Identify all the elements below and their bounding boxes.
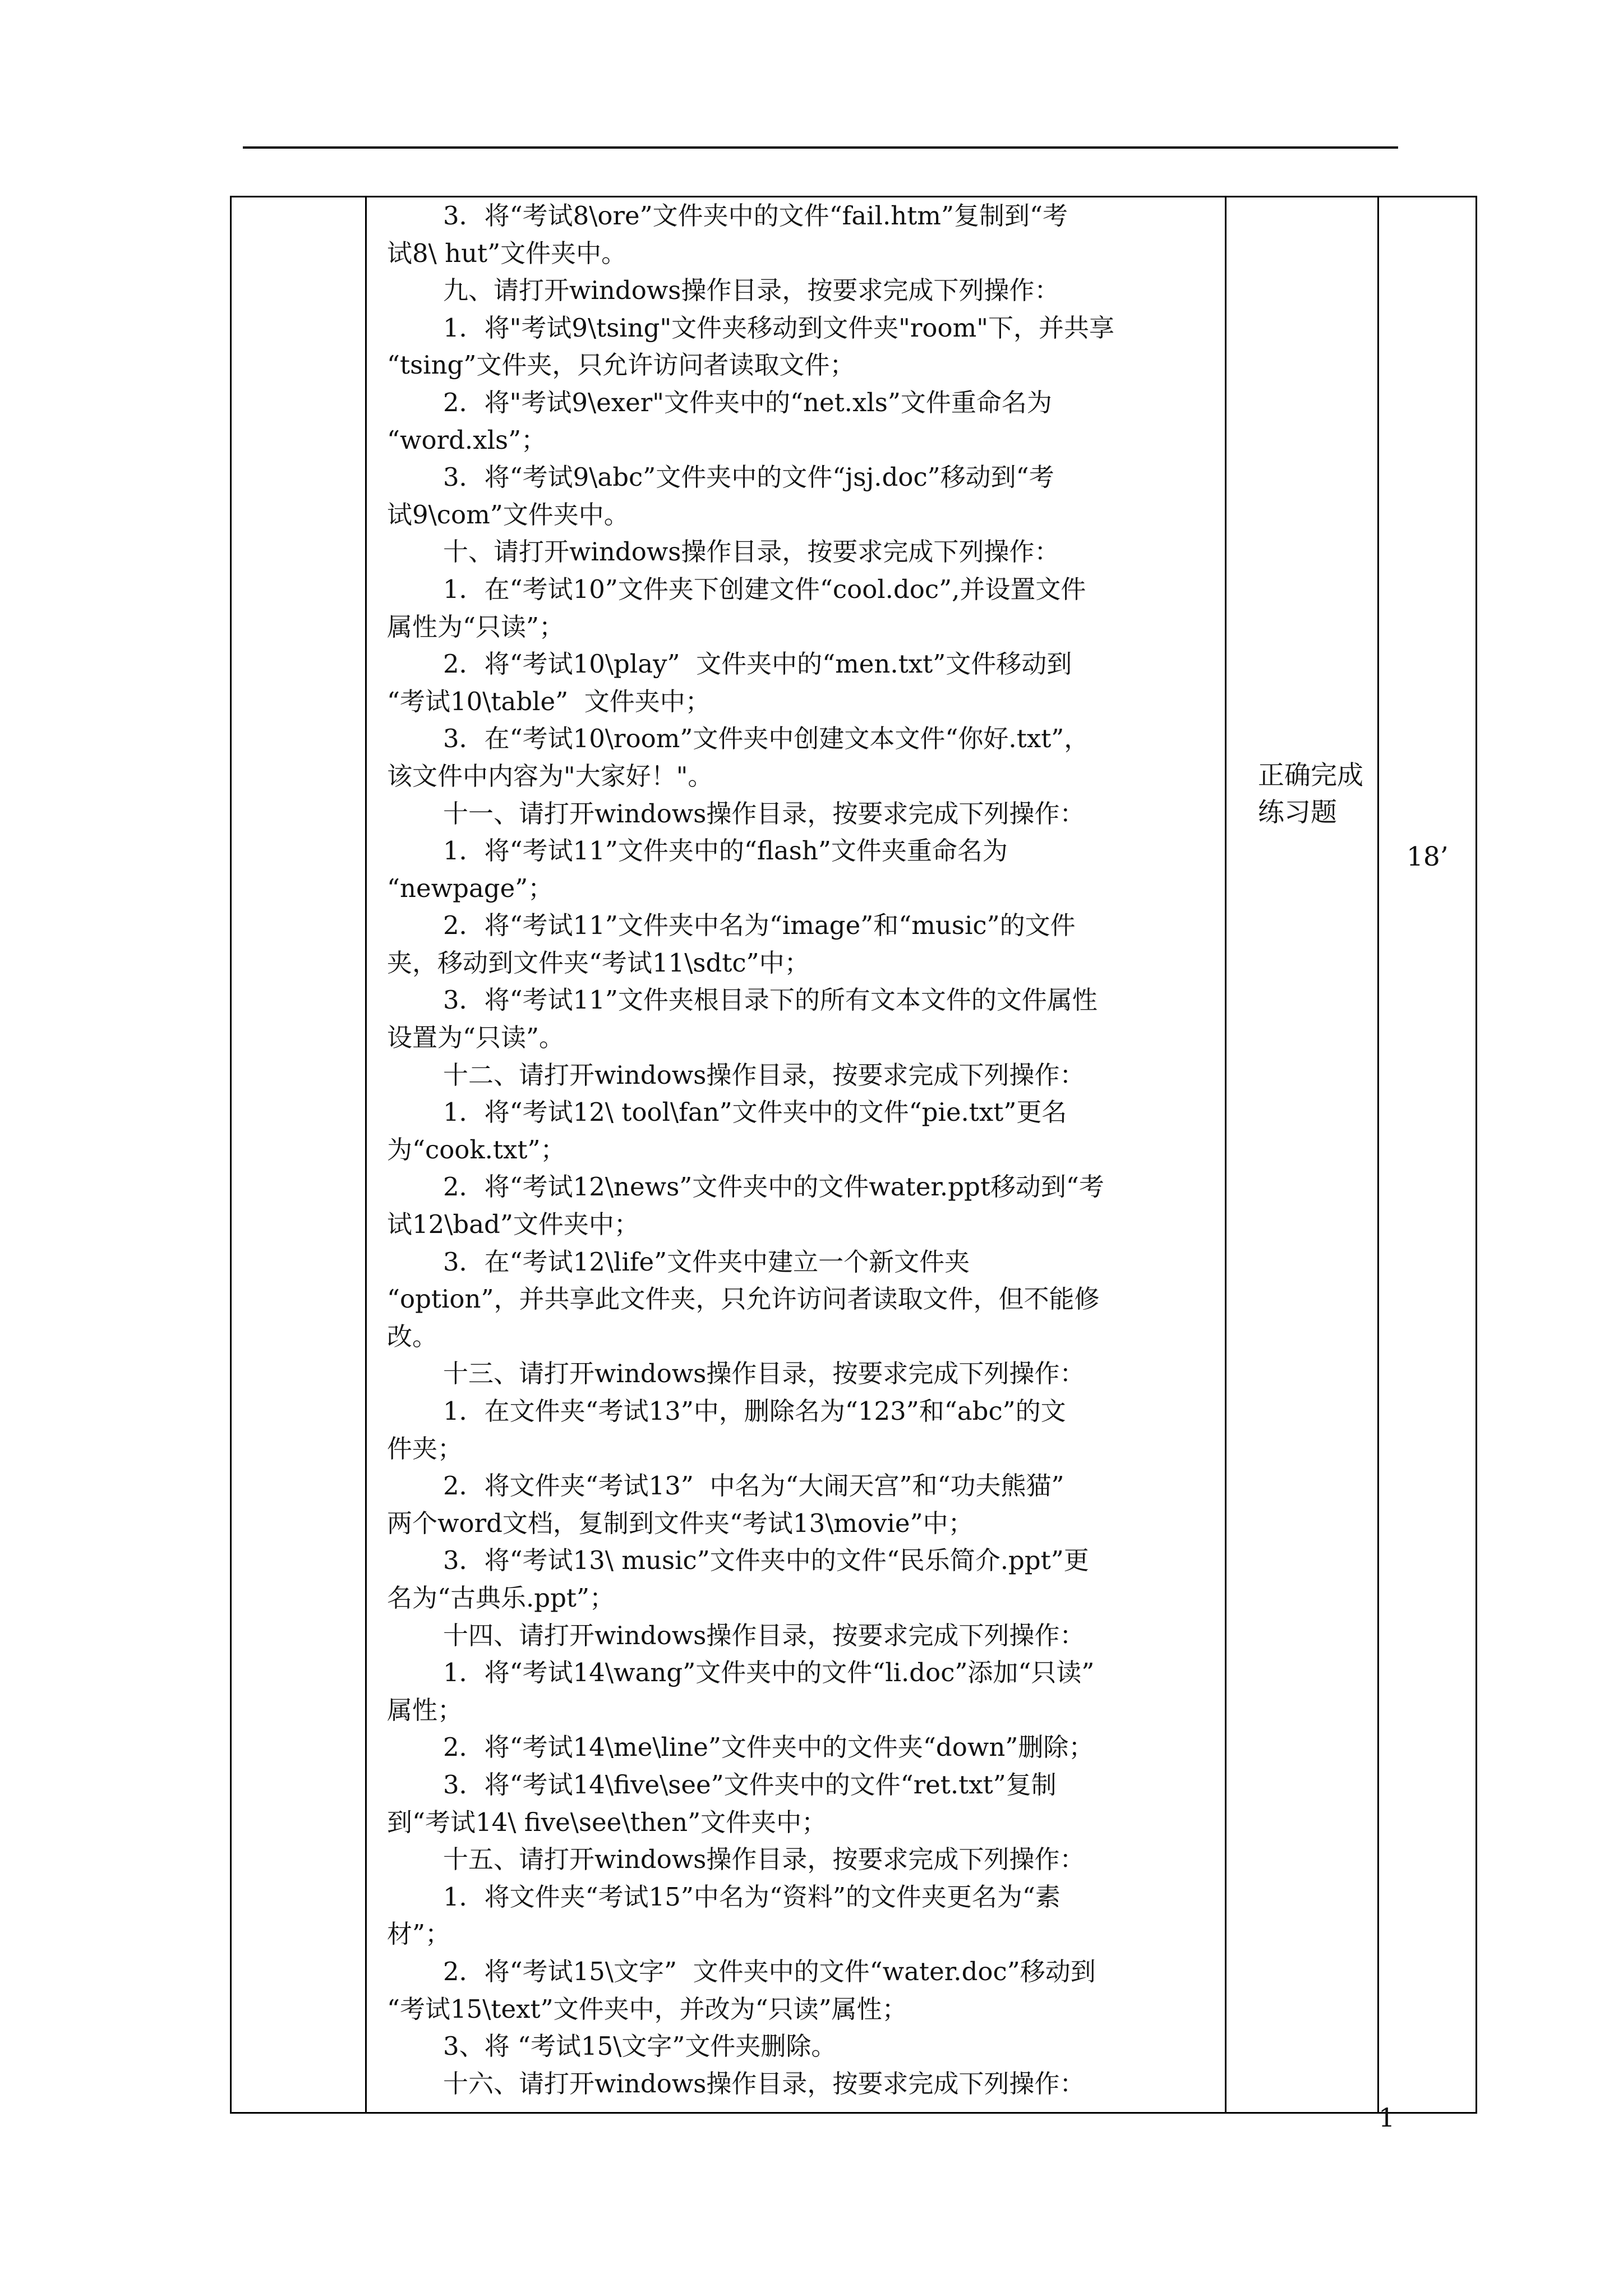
content-line: 十四、请打开windows操作目录，按要求完成下列操作： bbox=[443, 1620, 1085, 1650]
table-divider-1 bbox=[365, 196, 367, 2114]
exercise-content bbox=[387, 197, 1233, 2102]
content-line: 试8\ hut”文件夹中。 bbox=[387, 238, 627, 268]
table-left-border bbox=[230, 196, 232, 2114]
table-bottom-border bbox=[230, 2112, 1477, 2114]
table-divider-3 bbox=[1377, 196, 1379, 2114]
content-line: 1．将"考试9\tsing"文件夹移动到文件夹"room"下，并共享 bbox=[443, 312, 1114, 343]
content-line: 十三、请打开windows操作目录，按要求完成下列操作： bbox=[443, 1359, 1085, 1389]
content-line: 2．将"考试9\exer"文件夹中的“net.xls”文件重命名为 bbox=[443, 387, 1052, 417]
content-line: 3．在“考试10\room”文件夹中创建文本文件“你好.txt”， bbox=[443, 724, 1090, 754]
content-line: 3、将 “考试15\文字”文件夹删除。 bbox=[443, 2031, 837, 2062]
requirement-line: 正确完成 bbox=[1258, 760, 1363, 791]
content-line: “tsing”文件夹，只允许访问者读取文件； bbox=[387, 350, 855, 380]
content-line: 改。 bbox=[387, 1321, 438, 1351]
content-line: 1．将“考试11”文件夹中的“flash”文件夹重命名为 bbox=[443, 836, 1008, 866]
time-allocation: 18’ bbox=[1407, 841, 1449, 872]
content-line: 十、请打开windows操作目录，按要求完成下列操作： bbox=[443, 537, 1060, 567]
content-line: 为“cook.txt”； bbox=[387, 1134, 566, 1165]
content-line: 试9\com”文件夹中。 bbox=[387, 499, 629, 530]
content-line: 件夹； bbox=[387, 1433, 463, 1464]
content-line: “option”，并共享此文件夹，只允许访问者读取文件，但不能修 bbox=[387, 1284, 1100, 1314]
content-line: 1．在文件夹“考试13”中，删除名为“123”和“abc”的文 bbox=[443, 1396, 1066, 1426]
content-line: 3．将“考试9\abc”文件夹中的文件“jsj.doc”移动到“考 bbox=[443, 462, 1054, 493]
table-right-border bbox=[1476, 196, 1477, 2114]
content-line: 2．将“考试15\文字” 文件夹中的文件“water.doc”移动到 bbox=[443, 1956, 1096, 1986]
page-number: 1 bbox=[1378, 2102, 1395, 2133]
content-line: 到“考试14\ five\see\then”文件夹中； bbox=[387, 1807, 827, 1837]
content-line: 十一、请打开windows操作目录，按要求完成下列操作： bbox=[443, 798, 1085, 829]
content-line: “word.xls”； bbox=[387, 425, 547, 455]
content-line: 1．将“考试12\ tool\fan”文件夹中的文件“pie.txt”更名 bbox=[443, 1097, 1067, 1128]
content-line: 九、请打开windows操作目录，按要求完成下列操作： bbox=[443, 275, 1060, 306]
content-line: 十五、请打开windows操作目录，按要求完成下列操作： bbox=[443, 1844, 1085, 1875]
content-line: 2．将“考试14\me\line”文件夹中的文件夹“down”删除； bbox=[443, 1732, 1094, 1763]
content-line: 两个word文档，复制到文件夹“考试13\movie”中； bbox=[387, 1508, 974, 1538]
content-line: 材”； bbox=[387, 1919, 451, 1949]
content-line: 名为“古典乐.ppt”； bbox=[387, 1582, 615, 1613]
content-line: 3．将“考试8\ore”文件夹中的文件“fail.htm”复制到“考 bbox=[443, 201, 1068, 231]
content-line: “考试10\table” 文件夹中； bbox=[387, 686, 711, 716]
content-line: 1．将“考试14\wang”文件夹中的文件“li.doc”添加“只读” bbox=[443, 1658, 1095, 1688]
content-line: “考试15\text”文件夹中，并改为“只读”属性； bbox=[387, 1994, 907, 2024]
content-line: 2．将“考试11”文件夹中名为“image”和“music”的文件 bbox=[443, 910, 1076, 941]
content-line: 3．将“考试11”文件夹根目录下的所有文本文件的文件属性 bbox=[443, 985, 1098, 1015]
requirement-cell bbox=[1258, 757, 1398, 831]
content-line: 十二、请打开windows操作目录，按要求完成下列操作： bbox=[443, 1060, 1085, 1090]
content-line: 属性； bbox=[387, 1695, 463, 1725]
content-line: 2．将“考试10\play” 文件夹中的“men.txt”文件移动到 bbox=[443, 649, 1072, 679]
content-line: 属性为“只读”； bbox=[387, 611, 565, 642]
content-line: 1．在“考试10”文件夹下创建文件“cool.doc”,并设置文件 bbox=[443, 574, 1086, 604]
content-line: 3．将“考试13\ music”文件夹中的文件“民乐简介.ppt”更 bbox=[443, 1545, 1089, 1576]
content-line: 2．将“考试12\news”文件夹中的文件water.ppt移动到“考 bbox=[443, 1172, 1104, 1202]
content-line: 2．将文件夹“考试13” 中名为“大闹天宫”和“功夫熊猫” bbox=[443, 1471, 1064, 1501]
content-line: 夹，移动到文件夹“考试11\sdtc”中； bbox=[387, 947, 810, 978]
content-line: 设置为“只读”。 bbox=[387, 1023, 565, 1053]
requirement-line: 练习题 bbox=[1258, 797, 1337, 828]
header-rule bbox=[243, 146, 1398, 149]
content-line: 该文件中内容为"大家好！"。 bbox=[387, 761, 713, 791]
content-line: 3．在“考试12\life”文件夹中建立一个新文件夹 bbox=[443, 1246, 970, 1277]
content-line: 3．将“考试14\five\see”文件夹中的文件“ret.txt”复制 bbox=[443, 1769, 1057, 1800]
content-line: “newpage”； bbox=[387, 873, 554, 903]
content-line: 试12\bad”文件夹中； bbox=[387, 1209, 639, 1240]
content-line: 十六、请打开windows操作目录，按要求完成下列操作： bbox=[443, 2068, 1085, 2099]
content-line: 1．将文件夹“考试15”中名为“资料”的文件夹更名为“素 bbox=[443, 1881, 1061, 1912]
